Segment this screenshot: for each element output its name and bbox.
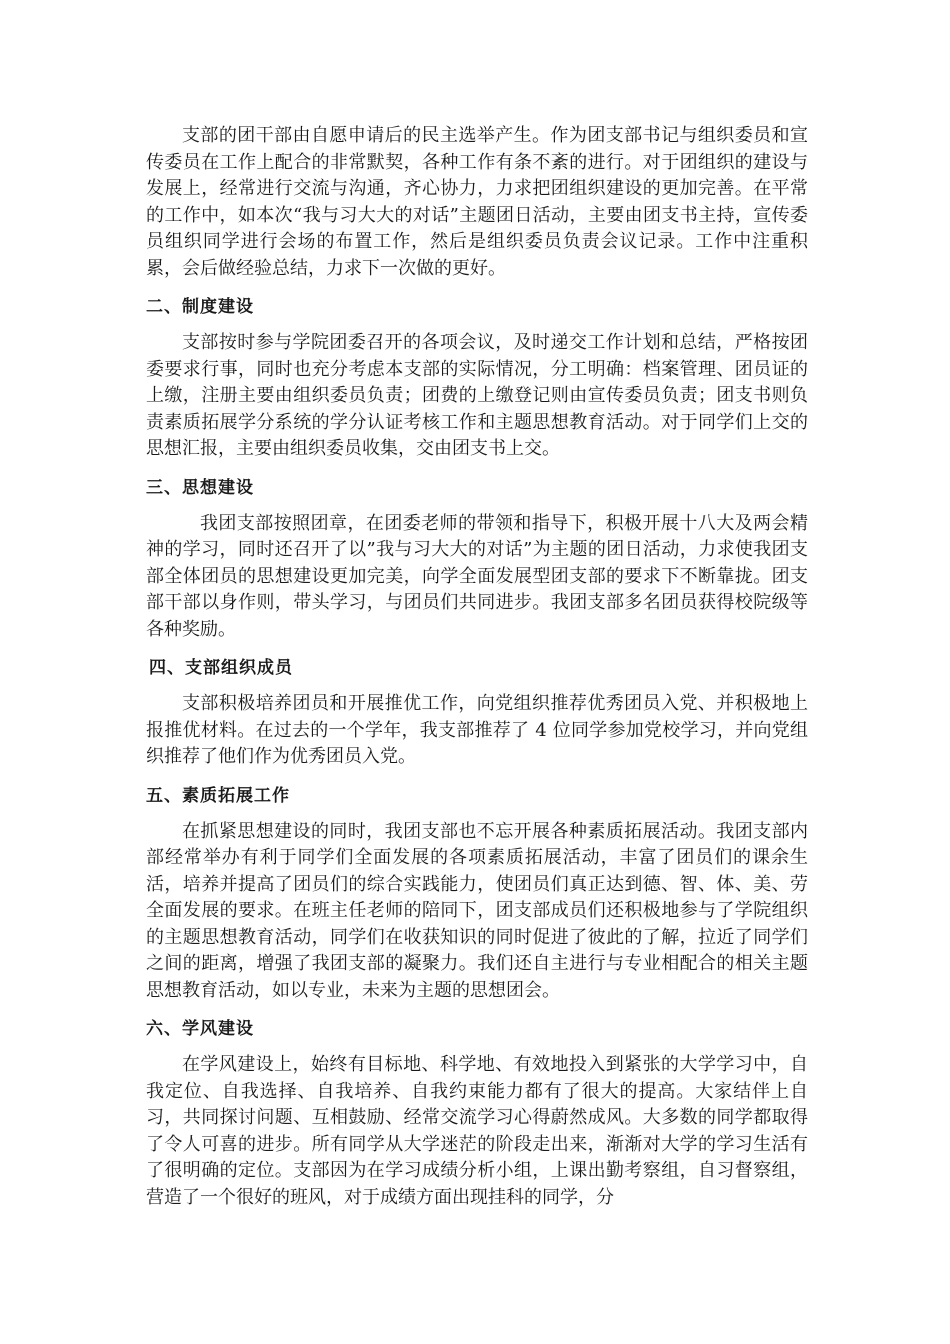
section-heading-quality: 五、素质拓展工作: [146, 785, 290, 806]
section-heading-system: 二、制度建设: [146, 297, 254, 317]
section-body-ideology: 我团支部按照团章，在团委老师的带领和指导下，积极开展十八大及两会精神的学习，同时还召开了以”我与习大大的对话”为主题的团日活动，力求使我团支部全体团员的思想建设更加完美，向学全面发展型团支部的要求下不断靠拢。团支部干部以身作则，带头学习，与团员们共同进步。我团支部多名团员获得校院级等各种奖励。: [146, 512, 808, 640]
document-body: [146, 123, 808, 1211]
section-heading-study: 六、学风建设: [146, 1019, 254, 1039]
section-body-quality: 在抓紧思想建设的同时，我团支部也不忘开展各种素质拓展活动。我团支部内部经常举办有利于同学们全面发展的各项素质拓展活动，丰富了团员们的课余生活，培养并提高了团员们的综合实践能力，使团员们真正达到德、智、体、美、劳全面发展的要求。在班主任老师的陪同下，团支部成员们还积极地参与了学院组织的主题思想教育活动，同学们在收获知识的同时促进了彼此的了解，拉近了同学们之间的距离，增强了我团支部的凝聚力。我们还自主进行与专业相配合的相关主题思想教育活动，如以专业，未来为主题的思想团会。: [146, 820, 808, 1001]
section-heading-members: 四、支部组织成员: [149, 658, 293, 678]
section-heading-ideology: 三、思想建设: [146, 477, 254, 498]
section-body-system: 支部按时参与学院团委召开的各项会议，及时递交工作计划和总结，严格按团委要求行事，同时也充分考虑本支部的实际情况，分工明确：档案管理、团员证的上缴，注册主要由组织委员负责；团费的上缴登记则由宣传委员负责；团支书则负责素质拓展学分系统的学分认证考核工作和主题思想教育活动。对于同学们上交的思想汇报，主要由组织委员收集，交由团支书上交。: [146, 332, 808, 459]
section-body-members: 支部积极培养团员和开展推优工作，向党组织推荐优秀团员入党、并积极地上报推优材料。在过去的一个学年，我支部推荐了 4 位同学参加党校学习，并向党组织推荐了他们作为优秀团员入党。: [146, 693, 808, 767]
intro-paragraph: 支部的团干部由自愿申请后的民主选举产生。作为团支部书记与组织委员和宣传委员在工作上配合的非常默契，各种工作有条不紊的进行。对于团组织的建设与发展上，经常进行交流与沟通，齐心协力，力求把团组织建设的更加完善。在平常的工作中，如本次“我与习大大的对话”主题团日活动，主要由团支书主持，宣传委员组织同学进行会场的布置工作，然后是组织委员负责会议记录。工作中注重积累，会后做经验总结，力求下一次做的更好。: [146, 125, 808, 279]
section-body-study: 在学风建设上，始终有目标地、科学地、有效地投入到紧张的大学学习中，自我定位、自我选择、自我培养、自我约束能力都有了很大的提高。大家结伴上自习，共同探讨问题、互相鼓励、经常交流学习心得蔚然成风。大多数的同学都取得了令人可喜的进步。所有同学从大学迷茫的阶段走出来，渐渐对大学的学习生活有了很明确的定位。支部因为在学习成绩分析小组，上课出勤考察组，自习督察组，营造了一个很好的班风，对于成绩方面出现挂科的同学，分: [146, 1054, 808, 1208]
